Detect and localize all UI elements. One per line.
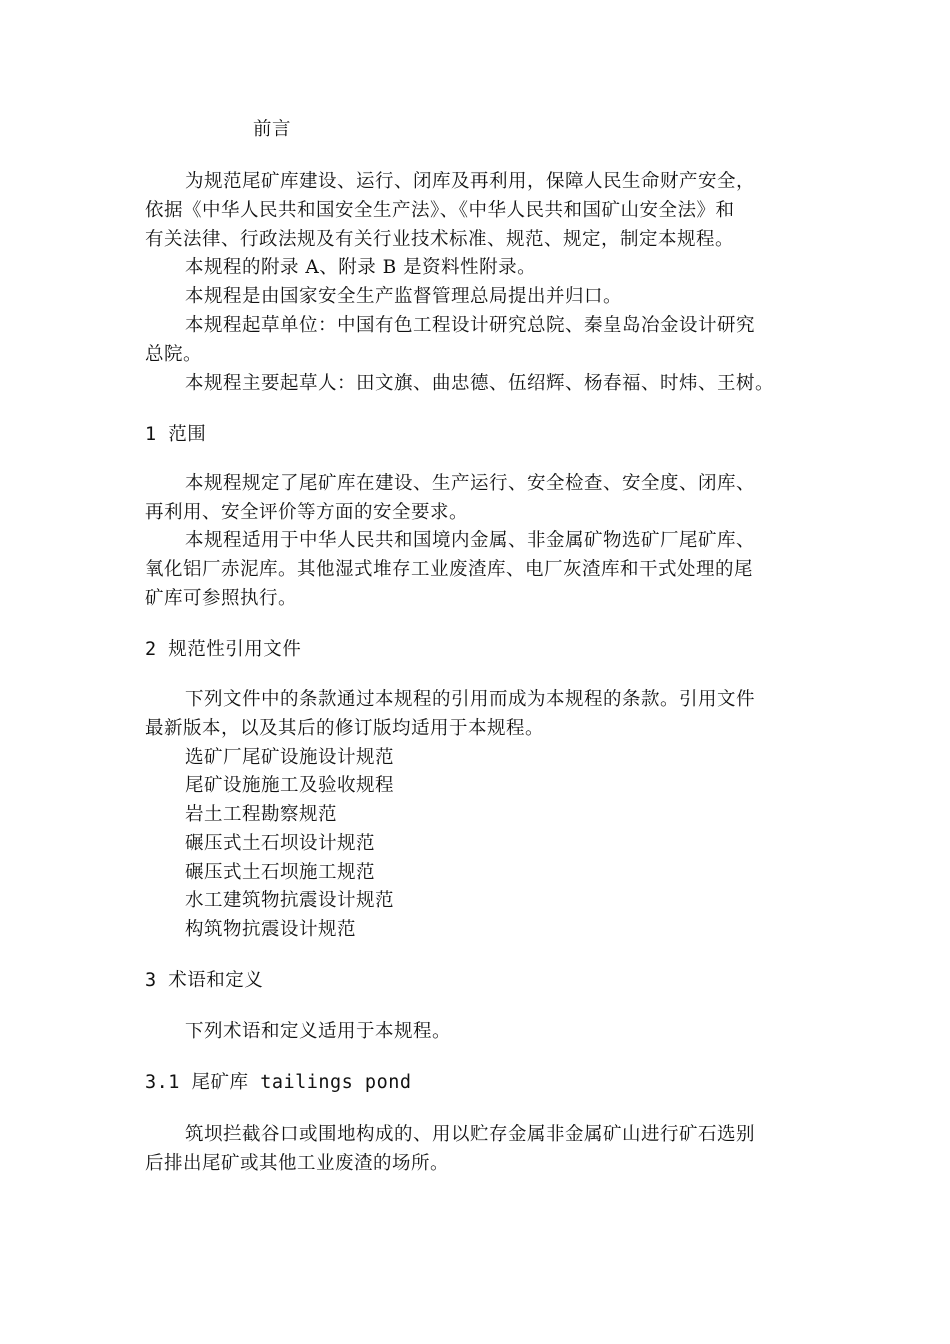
reference-item: 碾压式土石坝施工规范 bbox=[185, 862, 376, 883]
section-3-1-heading: 3.1 尾矿库 tailings pond bbox=[145, 1072, 412, 1093]
section-2-paragraph-1-line-2: 最新版本，以及其后的修订版均适用于本规程。 bbox=[145, 718, 545, 739]
preface-paragraph-4-line-1: 本规程起草单位：中国有色工程设计研究总院、秦皇岛冶金设计研究 bbox=[185, 315, 756, 336]
reference-item: 岩土工程勘察规范 bbox=[185, 804, 338, 825]
section-2-heading: 2 规范性引用文件 bbox=[145, 639, 302, 660]
preface-paragraph-1-line-3: 有关法律、行政法规及有关行业技术标准、规范、规定，制定本规程。 bbox=[145, 229, 735, 250]
section-1-heading: 1 范围 bbox=[145, 424, 207, 445]
section-1-paragraph-1-line-1: 本规程规定了尾矿库在建设、生产运行、安全检查、安全度、闭库、 bbox=[185, 473, 756, 494]
section-1-paragraph-2-line-2: 氧化铝厂赤泥库。其他湿式堆存工业废渣库、电厂灰渣库和干式处理的尾 bbox=[145, 559, 754, 580]
preface-paragraph-3: 本规程是由国家安全生产监督管理总局提出并归口。 bbox=[185, 286, 623, 307]
reference-item: 碾压式土石坝设计规范 bbox=[185, 833, 376, 854]
section-3-1-definition-line-1: 筑坝拦截谷口或围地构成的、用以贮存金属非金属矿山进行矿石选别 bbox=[185, 1124, 756, 1145]
preface-paragraph-4-line-2: 总院。 bbox=[145, 344, 203, 365]
preface-paragraph-1-line-1: 为规范尾矿库建设、运行、闭库及再利用，保障人民生命财产安全， bbox=[185, 171, 756, 192]
section-1-paragraph-1-line-2: 再利用、安全评价等方面的安全要求。 bbox=[145, 502, 469, 523]
preface-paragraph-5: 本规程主要起草人：田文旗、曲忠德、伍绍辉、杨春福、时炜、王树。 bbox=[185, 373, 775, 394]
reference-item: 选矿厂尾矿设施设计规范 bbox=[185, 747, 395, 768]
reference-item: 构筑物抗震设计规范 bbox=[185, 919, 357, 940]
section-3-1-definition-line-2: 后排出尾矿或其他工业废渣的场所。 bbox=[145, 1153, 450, 1174]
section-1-paragraph-2-line-1: 本规程适用于中华人民共和国境内金属、非金属矿物选矿厂尾矿库、 bbox=[185, 530, 756, 551]
section-1-paragraph-2-line-3: 矿库可参照执行。 bbox=[145, 588, 298, 609]
preface-paragraph-1-line-2: 依据《中华人民共和国安全生产法》、《中华人民共和国矿山安全法》和 bbox=[145, 200, 735, 221]
preface-title: 前言 bbox=[253, 119, 292, 140]
section-3-intro: 下列术语和定义适用于本规程。 bbox=[185, 1021, 452, 1042]
preface-paragraph-2: 本规程的附录 A、附录 B 是资料性附录。 bbox=[185, 257, 537, 278]
section-2-paragraph-1-line-1: 下列文件中的条款通过本规程的引用而成为本规程的条款。引用文件 bbox=[185, 689, 756, 710]
reference-item: 水工建筑物抗震设计规范 bbox=[185, 890, 395, 911]
section-3-heading: 3 术语和定义 bbox=[145, 970, 264, 991]
reference-item: 尾矿设施施工及验收规程 bbox=[185, 775, 395, 796]
